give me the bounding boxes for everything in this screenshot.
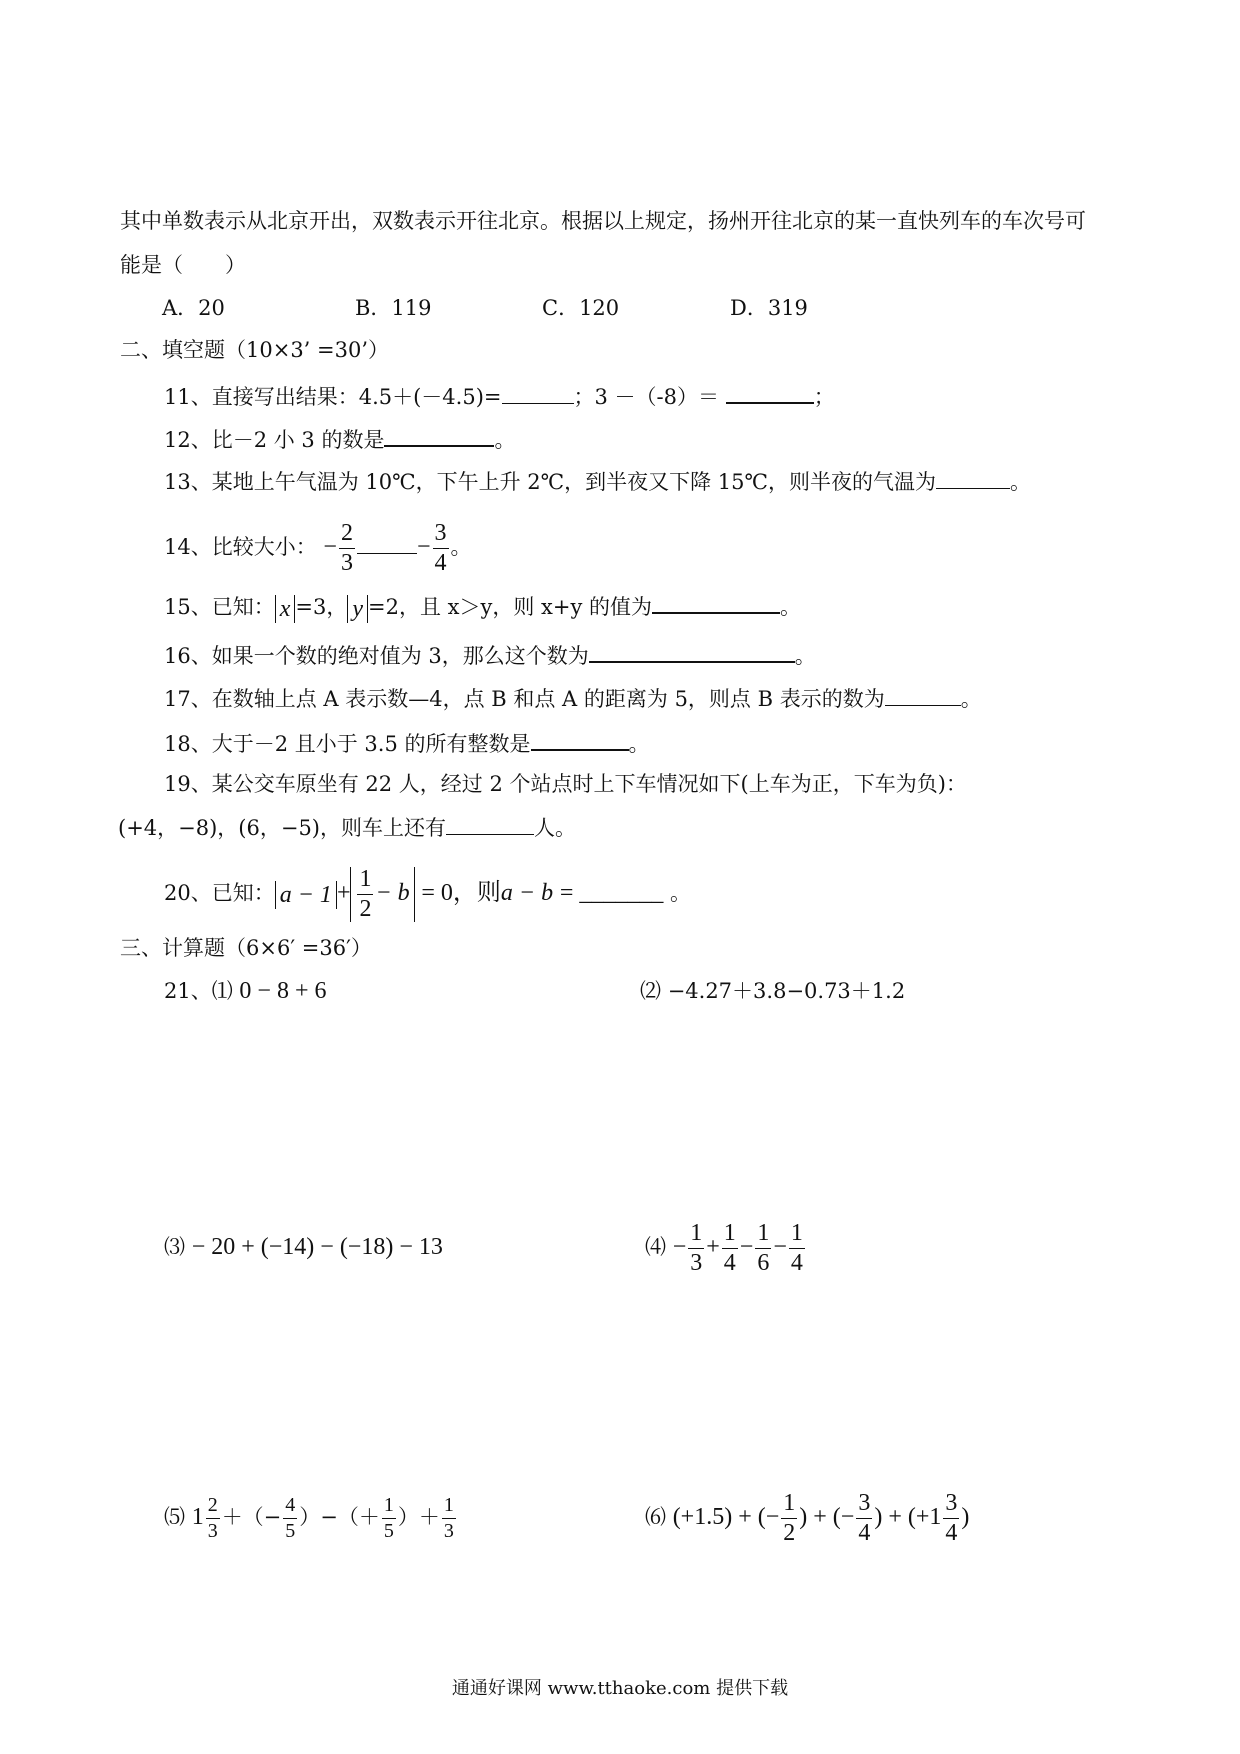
question-20: [164, 862, 691, 924]
p4-op-1: +: [706, 1234, 720, 1260]
p2-label: ⑵: [640, 979, 661, 1003]
p4-fraction-a: [688, 1221, 704, 1276]
p5-label: ⑸: [164, 1505, 185, 1529]
q14-minus-2: −: [416, 534, 431, 560]
p6-text-2: ) + (−: [799, 1504, 855, 1530]
q11-text-b: ；3 －（-8）＝: [573, 385, 719, 409]
question-17: [164, 683, 982, 714]
p3-expression: − 20 + (−14) − (−18) − 13: [191, 1234, 443, 1260]
q19-blank: [446, 812, 534, 835]
q17-text: 17、在数轴上点 A 表示数—4，点 B 和点 A 的距离为 5，则点 B 表示的数为: [164, 687, 885, 711]
option-b: B．119: [355, 296, 432, 320]
p5-c-numerator: 1: [382, 1495, 396, 1519]
p5-b-numerator: 4: [283, 1495, 297, 1519]
q14-f1-numerator: 2: [339, 521, 355, 549]
question-14: [164, 516, 472, 578]
p6-a-denominator: 2: [783, 1520, 796, 1546]
q20-text: 20、已知：: [164, 881, 275, 905]
question-15: [164, 590, 801, 623]
p5-fraction-d: [442, 1495, 456, 1542]
p5-text-2: ）−（＋: [299, 1505, 380, 1529]
q20-f-denominator: 2: [359, 896, 372, 922]
q12-end: 。: [494, 428, 516, 452]
q18-blank: [531, 727, 629, 751]
p5-whole: 1: [191, 1504, 204, 1530]
q12-text: 12、比－2 小 3 的数是: [164, 428, 385, 452]
p5-d-denominator: 3: [443, 1520, 454, 1542]
q14-f2-numerator: 3: [433, 521, 449, 549]
q20-plus: +: [336, 880, 351, 906]
question-16: [164, 639, 816, 671]
question-13: [164, 466, 1031, 497]
p4-minus: −: [672, 1234, 687, 1260]
footer-source: 通通好课网 www.tthaoke.com 提供下载: [451, 1678, 789, 1699]
q12-blank: [384, 423, 494, 447]
p6-text-4: ): [961, 1504, 970, 1530]
q20-abs-1: a − 1: [275, 881, 337, 909]
p6-text-1: (+1.5) + (−: [672, 1504, 780, 1530]
problem-21-2: [640, 976, 905, 1006]
q15-text-c: =2，且 x＞y，则 x+y 的值为: [368, 595, 653, 619]
q13-blank: [936, 466, 1010, 489]
q15-text: 15、已知：: [164, 595, 275, 619]
p6-fraction-a: [781, 1491, 797, 1546]
question-19-line-1: 19、某公交车原坐有 22 人，经过 2 个站点时上下车情况如下(上车为正，下车为负)：: [164, 772, 967, 796]
p4-c-numerator: 1: [755, 1221, 771, 1249]
p5-fraction-a: [206, 1495, 220, 1542]
p4-op-2: −: [739, 1234, 754, 1260]
q20-minus-b: − b: [375, 880, 410, 907]
problem-21-3: [164, 1225, 443, 1269]
p6-fraction-c: [943, 1491, 959, 1546]
p6-label: ⑹: [645, 1505, 666, 1529]
q14-fraction-1: [339, 521, 355, 576]
q14-blank: [357, 531, 417, 554]
q20-abs-2: [350, 867, 414, 922]
p4-fraction-d: [789, 1221, 805, 1276]
q15-blank: [652, 590, 780, 614]
p4-b-denominator: 4: [723, 1250, 736, 1276]
q15-text-b: =3，: [295, 595, 348, 619]
problem-21-6: [645, 1482, 969, 1552]
q11-blank-1: [502, 381, 574, 404]
p6-text-3: ) + (+1: [874, 1504, 942, 1530]
intro-line-2: 能是（ ）: [120, 253, 246, 277]
q20-fraction: [357, 867, 373, 922]
intro-line-1: 其中单数表示从北京开出，双数表示开往北京。根据以上规定，扬州开往北京的某一直快列车的车次号可: [120, 209, 1086, 233]
q14-text: 14、比较大小：: [164, 535, 317, 559]
question-18: [164, 727, 650, 759]
p4-a-denominator: 3: [690, 1250, 703, 1276]
q14-fraction-2: [433, 521, 449, 576]
section-2-title: 二、填空题（10×3’ =30’）: [120, 338, 390, 362]
p6-a-numerator: 1: [781, 1491, 797, 1519]
p6-c-numerator: 3: [943, 1491, 959, 1519]
q16-blank: [589, 639, 795, 663]
p1-expression: 0 − 8 + 6: [239, 978, 327, 1004]
problem-21-5: [164, 1482, 458, 1552]
q15-abs-x: x: [275, 595, 296, 623]
q18-text: 18、大于－2 且小于 3.5 的所有整数是: [164, 732, 531, 756]
q20-end: 。: [670, 881, 692, 905]
q11-blank-2: [726, 380, 814, 404]
q15-abs-y: y: [347, 595, 368, 623]
q19-end: 人。: [534, 816, 577, 840]
q20-eq: = 0，则: [421, 880, 501, 906]
p5-c-denominator: 5: [383, 1520, 394, 1542]
p3-label: ⑶: [164, 1235, 185, 1259]
q15-end: 。: [780, 595, 802, 619]
q14-end: 。: [450, 535, 472, 559]
option-c: C．120: [542, 296, 620, 320]
p1-label: 21、⑴: [164, 979, 233, 1003]
p5-b-denominator: 5: [285, 1520, 296, 1542]
p6-b-denominator: 4: [858, 1520, 871, 1546]
p4-d-numerator: 1: [789, 1221, 805, 1249]
q14-f1-denominator: 3: [340, 550, 353, 576]
p4-d-denominator: 4: [790, 1250, 803, 1276]
q11-text: 11、直接写出结果：4.5＋(－4.5)=: [164, 385, 502, 409]
p6-b-numerator: 3: [856, 1491, 872, 1519]
question-11: [164, 380, 835, 412]
p5-text-3: ）＋: [397, 1505, 440, 1529]
p6-c-denominator: 4: [945, 1520, 958, 1546]
p5-a-denominator: 3: [207, 1520, 218, 1542]
q20-a-minus-b: a − b: [500, 880, 554, 906]
option-a: A．20: [162, 296, 225, 320]
problem-21-4: [645, 1210, 807, 1284]
p5-a-numerator: 2: [206, 1495, 220, 1519]
p5-fraction-c: [382, 1495, 396, 1542]
p4-fraction-b: [722, 1221, 738, 1276]
p4-op-3: −: [773, 1234, 787, 1260]
option-d: D．319: [730, 296, 808, 320]
problem-21-1: [164, 976, 327, 1006]
p4-c-denominator: 6: [757, 1250, 770, 1276]
q20-eq2: = _______: [559, 880, 664, 906]
p4-b-numerator: 1: [722, 1221, 738, 1249]
p5-text-1: ＋（−: [221, 1505, 282, 1529]
q11-text-c: ；: [813, 385, 835, 409]
q17-blank: [885, 683, 961, 706]
p5-d-numerator: 1: [442, 1495, 456, 1519]
q14-minus-1: −: [323, 534, 337, 560]
q18-end: 。: [628, 732, 650, 756]
q19-text-b: (+4，−8)，(6，−5)，则车上还有: [118, 816, 447, 840]
question-12: [164, 423, 515, 455]
q16-end: 。: [794, 644, 816, 668]
q16-text: 16、如果一个数的绝对值为 3，那么这个数为: [164, 644, 589, 668]
p4-fraction-c: [755, 1221, 771, 1276]
p4-a-numerator: 1: [688, 1221, 704, 1249]
q14-f2-denominator: 4: [434, 550, 447, 576]
p5-fraction-b: [283, 1495, 297, 1542]
p4-label: ⑷: [645, 1235, 666, 1259]
p2-expression: −4.27＋3.8−0.73＋1.2: [667, 979, 906, 1003]
question-19-line-2: [118, 812, 576, 843]
q13-end: 。: [1010, 470, 1032, 494]
q20-f-numerator: 1: [357, 867, 373, 895]
section-3-title: 三、计算题（6×6′ =36′）: [120, 936, 372, 960]
q13-text: 13、某地上午气温为 10℃，下午上升 2℃，到半夜又下降 15℃，则半夜的气温为: [164, 470, 937, 494]
q17-end: 。: [960, 687, 982, 711]
p6-fraction-b: [856, 1491, 872, 1546]
